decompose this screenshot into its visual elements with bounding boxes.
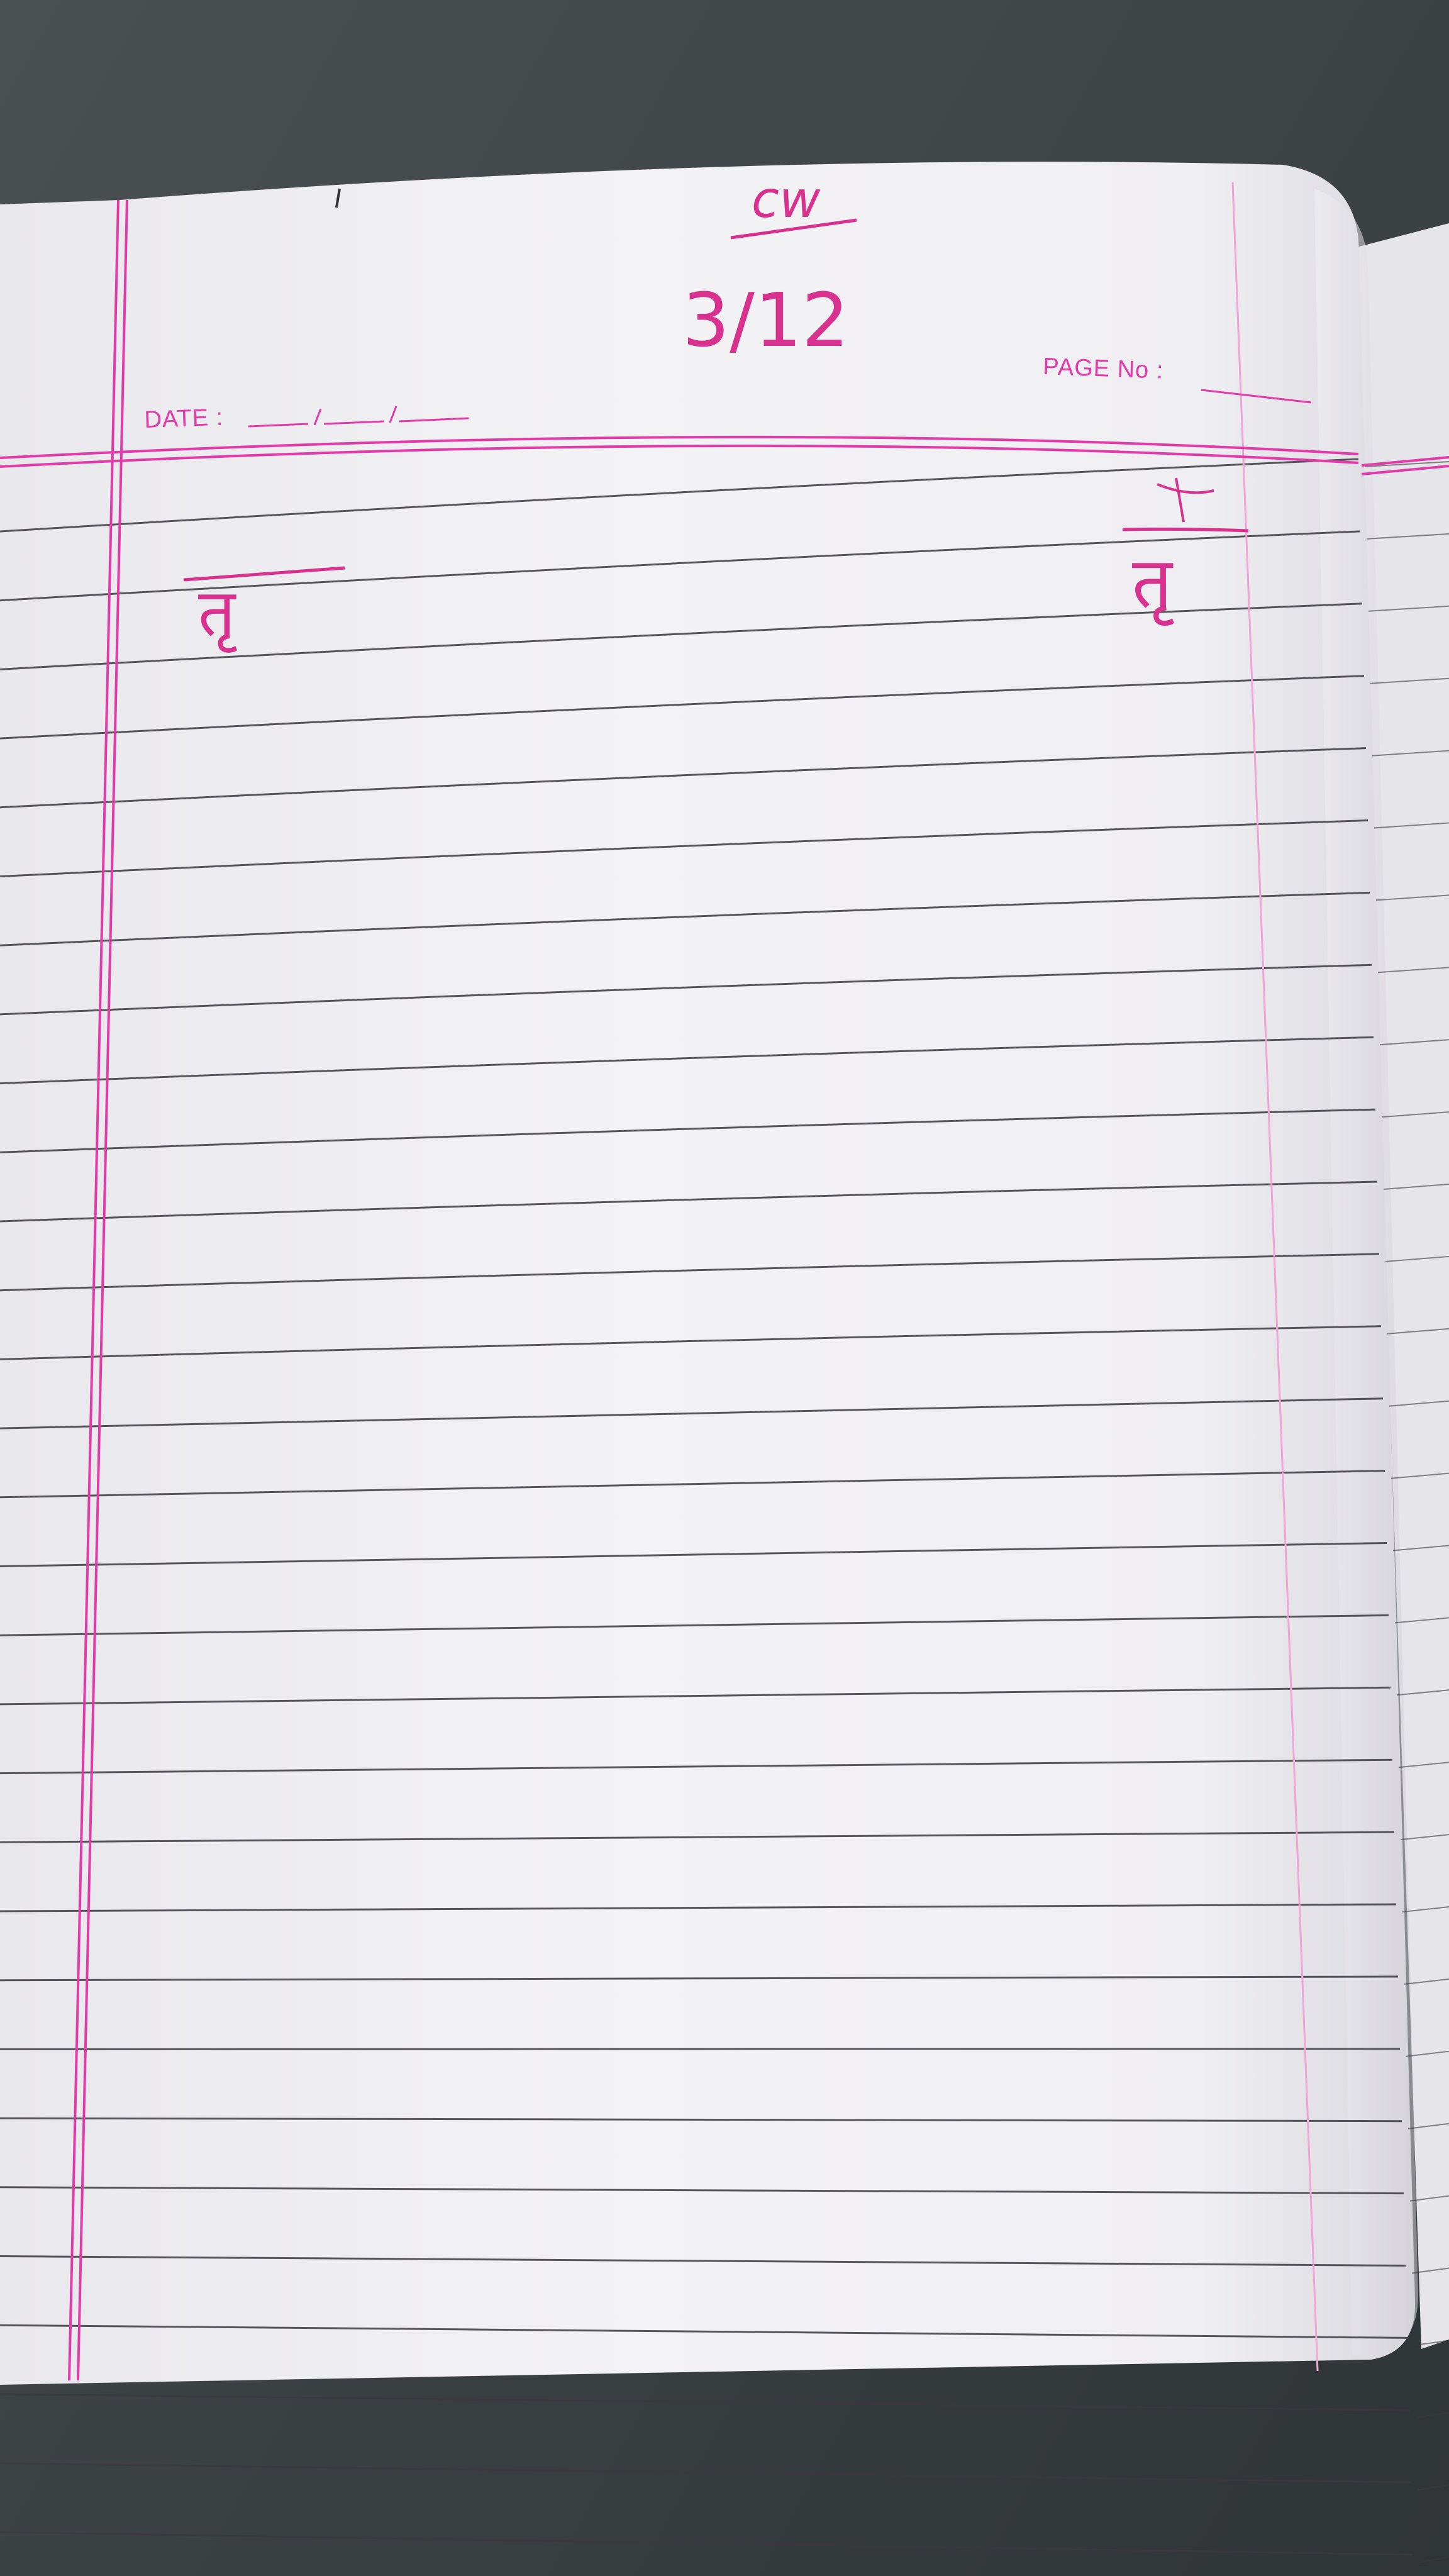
ruled-line	[0, 2048, 1400, 2049]
right-handwritten-mark: तृ	[1132, 542, 1172, 624]
left-handwritten-mark: तृ	[198, 574, 236, 651]
right-mark-overline	[1123, 529, 1248, 531]
page-no-label: PAGE No :	[1042, 353, 1165, 384]
handwritten-date: 3/12	[682, 277, 849, 364]
handwritten-top-note: cw	[752, 170, 821, 229]
paper-sheet	[0, 162, 1415, 2385]
date-label: DATE :	[143, 404, 224, 433]
